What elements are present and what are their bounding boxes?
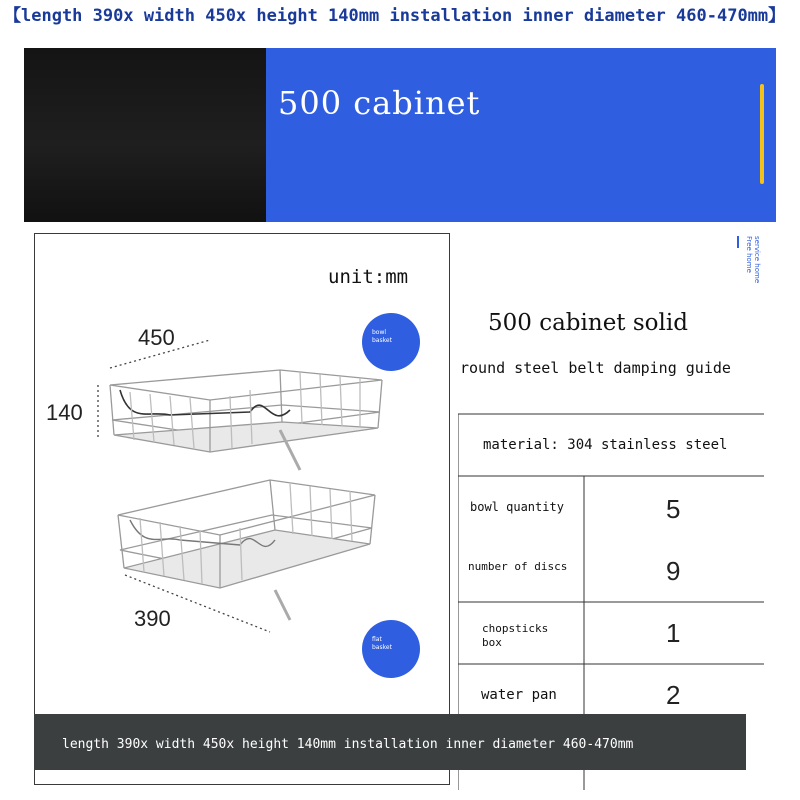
- bowl-basket-badge: [362, 313, 420, 371]
- brand-logo: [733, 236, 769, 296]
- bowl-basket-line-1: bowl: [372, 329, 387, 336]
- height-dimension: 140: [46, 400, 83, 425]
- basket-illustration: [90, 330, 400, 640]
- unit-label: unit:mm: [328, 266, 409, 288]
- product-heading: 500 cabinet solid: [488, 310, 688, 336]
- width-dimension: 450: [138, 325, 175, 350]
- spec-label-chopsticks-line-2: box: [482, 636, 502, 649]
- banner-photo: [24, 48, 266, 222]
- spec-label-number-of-discs: number of discs: [468, 560, 568, 573]
- logo-text-2: service home: [753, 236, 761, 284]
- banner-panel: [266, 48, 776, 222]
- banner-accent-bar: [760, 84, 764, 184]
- length-dimension: 390: [134, 606, 171, 631]
- bowl-basket-line-2: basket: [372, 337, 392, 344]
- spec-value-bowl-quantity: 5: [666, 494, 681, 524]
- flat-basket-line-1: flat: [372, 636, 382, 643]
- caption-text: length 390x width 450x height 140mm installation inner diameter 460-470mm: [62, 737, 634, 752]
- flat-basket-badge: [362, 620, 420, 678]
- logo-text-1: Free home: [745, 236, 753, 273]
- spec-value-water-pan: 2: [666, 680, 681, 710]
- spec-value-number-of-discs: 9: [666, 556, 681, 586]
- spec-label-bowl-quantity: bowl quantity: [470, 500, 564, 514]
- spec-value-chopsticks-box: 1: [666, 618, 681, 648]
- spec-label-water-pan: water pan: [481, 687, 557, 703]
- flat-basket-line-2: basket: [372, 644, 392, 651]
- banner-title: 500 cabinet: [278, 84, 481, 122]
- spec-label-chopsticks-line-1: chopsticks: [482, 622, 549, 635]
- top-title: 【length 390x width 450x height 140mm installation inner diameter 460-470mm】: [4, 6, 786, 26]
- product-subheading: round steel belt damping guide: [460, 359, 731, 377]
- logo-mark: [737, 236, 739, 248]
- spec-material: material: 304 stainless steel: [483, 437, 728, 453]
